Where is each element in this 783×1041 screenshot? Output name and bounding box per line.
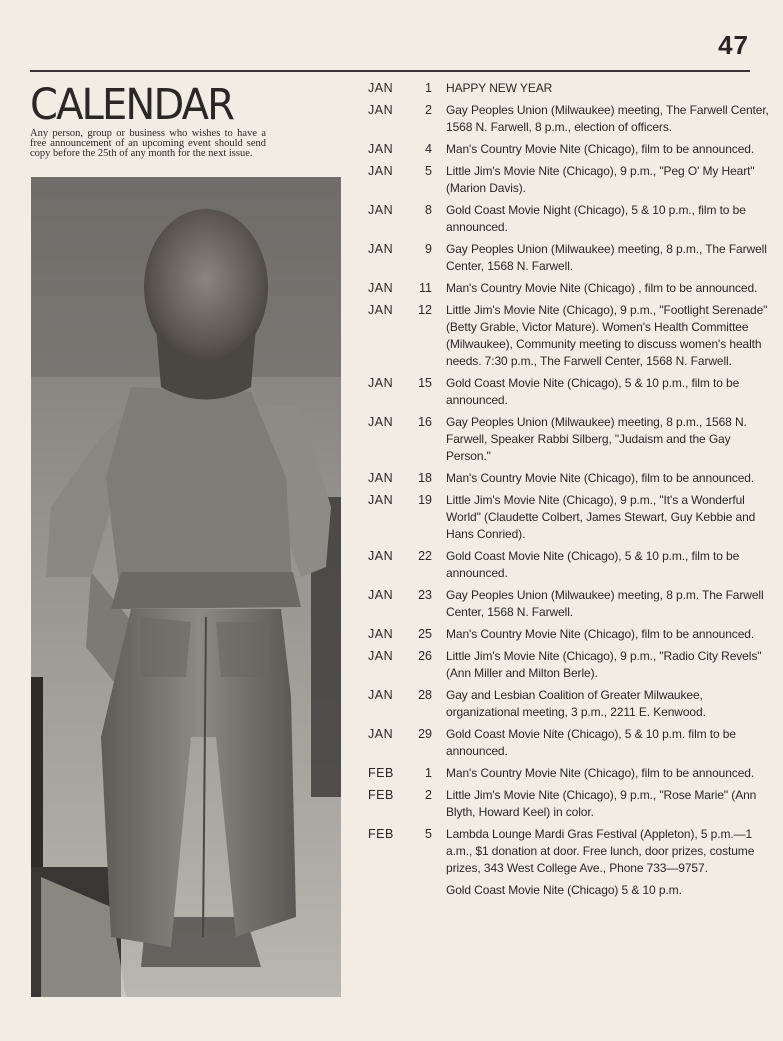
- event-row: [346, 163, 766, 197]
- event-date: [346, 826, 432, 843]
- event-month: JAN: [368, 281, 394, 295]
- event-month: JAN: [368, 376, 394, 390]
- event-day: 28: [418, 688, 432, 702]
- event-description: Little Jim's Movie Nite (Chicago), 9 p.m., "Peg O' My Heart" (Marion Davis).: [446, 164, 755, 195]
- event-day: 22: [418, 549, 432, 563]
- event-date: [346, 470, 432, 487]
- event-month: FEB: [368, 788, 394, 802]
- event-day: 8: [425, 203, 432, 217]
- event-row: [346, 765, 766, 782]
- event-row: [346, 548, 766, 582]
- event-row: [346, 241, 766, 275]
- event-row: [346, 80, 766, 97]
- event-month: JAN: [368, 588, 394, 602]
- event-date: [346, 302, 432, 319]
- event-row-continuation: [346, 882, 766, 899]
- header-rule: [30, 70, 750, 72]
- event-day: 4: [425, 142, 432, 156]
- event-description: Gold Coast Movie Nite (Chicago) 5 & 10 p.m.: [446, 883, 682, 897]
- event-date: [346, 163, 432, 180]
- event-row: [346, 787, 766, 821]
- event-month: JAN: [368, 688, 394, 702]
- event-month: JAN: [368, 303, 394, 317]
- event-month: JAN: [368, 103, 394, 117]
- calendar-intro: Any person, group or business who wishes to have a free announcement of an upcoming event should send copy before the 25th of any month for the next issue.: [30, 128, 266, 159]
- event-day: 11: [419, 281, 432, 295]
- calendar-title: CALENDAR: [30, 80, 234, 130]
- event-month: JAN: [368, 471, 394, 485]
- event-date: [346, 414, 432, 431]
- event-list: [346, 80, 769, 904]
- event-description: Little Jim's Movie Nite (Chicago), 9 p.m., "It's a Wonderful World" (Claudette Colbert, James Stewart, Guy Kebbie and Hans Conried).: [446, 493, 756, 541]
- event-month: FEB: [368, 827, 394, 841]
- event-day: 25: [418, 627, 432, 641]
- event-description: Little Jim's Movie Nite (Chicago), 9 p.m., "Rose Marie" (Ann Blyth, Howard Keel) in color.: [446, 788, 757, 819]
- event-day: 16: [418, 415, 432, 429]
- event-description: Man's Country Movie Nite (Chicago) , film to be announced.: [446, 281, 758, 295]
- event-date: [346, 648, 432, 665]
- event-date: [346, 241, 432, 258]
- event-day: 5: [425, 164, 432, 178]
- event-description: Gold Coast Movie Nite (Chicago), 5 & 10 p.m., film to be announced.: [446, 549, 740, 580]
- event-date: [346, 375, 432, 392]
- event-date: [346, 626, 432, 643]
- event-description: Man's Country Movie Nite (Chicago), film to be announced.: [446, 627, 755, 641]
- event-description: Gold Coast Movie Nite (Chicago), 5 & 10 p.m., film to be announced.: [446, 376, 740, 407]
- event-row: [346, 626, 766, 643]
- event-description: Lambda Lounge Mardi Gras Festival (Appleton), 5 p.m.—1 a.m., $1 donation at door. Free lunch, door prizes, costume prizes, 343 West College Ave., Phone 733—9757.: [446, 827, 755, 875]
- event-day: 1: [425, 766, 432, 780]
- event-description: Little Jim's Movie Nite (Chicago), 9 p.m., "Footlight Serenade" (Betty Grable, Victor Mature). Women's Health Committee (Milwaukee), Community meeting to discuss women's health needs. 7:30 p.m., The Farwell Center, 1568 N. Farwell.: [446, 303, 768, 368]
- event-day: 1: [425, 81, 432, 95]
- event-row: [346, 141, 766, 158]
- event-day: 2: [425, 788, 432, 802]
- event-month: JAN: [368, 649, 394, 663]
- event-date: [346, 548, 432, 565]
- event-row: [346, 102, 769, 136]
- event-description: Gay Peoples Union (Milwaukee) meeting, The Farwell Center, 1568 N. Farwell, 8 p.m., election of officers.: [446, 103, 769, 134]
- event-row: [346, 414, 766, 465]
- event-row: [346, 826, 766, 877]
- event-row: [346, 587, 766, 621]
- event-month: JAN: [368, 627, 394, 641]
- event-day: 9: [425, 242, 432, 256]
- event-row: [346, 687, 766, 721]
- event-day: 26: [418, 649, 432, 663]
- event-row: [346, 202, 766, 236]
- event-description: Gold Coast Movie Night (Chicago), 5 & 10 p.m., film to be announced.: [446, 203, 746, 234]
- event-date: [346, 202, 432, 219]
- event-description: Gold Coast Movie Nite (Chicago), 5 & 10 p.m. film to be announced.: [446, 727, 736, 758]
- event-date: [346, 141, 432, 158]
- event-month: JAN: [368, 142, 394, 156]
- event-day: 5: [425, 827, 432, 841]
- event-month: JAN: [368, 242, 394, 256]
- event-month: JAN: [368, 203, 394, 217]
- event-row: [346, 726, 766, 760]
- event-month: JAN: [368, 493, 394, 507]
- photo-person-from-behind: [31, 177, 341, 997]
- event-description: HAPPY NEW YEAR: [446, 81, 553, 95]
- event-description: Gay and Lesbian Coalition of Greater Milwaukee, organizational meeting, 3 p.m., 2211 E. Kenwood.: [446, 688, 706, 719]
- event-row: [346, 302, 766, 370]
- event-description: Man's Country Movie Nite (Chicago), film to be announced.: [446, 471, 755, 485]
- event-description: Man's Country Movie Nite (Chicago), film to be announced.: [446, 142, 755, 156]
- event-date: [346, 587, 432, 604]
- event-date: [346, 765, 432, 782]
- event-day: 18: [418, 471, 432, 485]
- event-day: 29: [418, 727, 432, 741]
- event-day: 2: [425, 103, 432, 117]
- photo-illustration: [31, 177, 341, 997]
- page-number: 47: [718, 30, 749, 60]
- event-month: JAN: [368, 81, 394, 95]
- event-month: FEB: [368, 766, 394, 780]
- event-description: Gay Peoples Union (Milwaukee) meeting, 8 p.m., 1568 N. Farwell, Speaker Rabbi Silberg, "Judaism and the Gay Person.": [446, 415, 747, 463]
- event-description: Little Jim's Movie Nite (Chicago), 9 p.m., "Radio City Revels" (Ann Miller and Milton Berle).: [446, 649, 762, 680]
- event-day: 15: [418, 376, 432, 390]
- event-date: [346, 280, 432, 297]
- event-row: [346, 470, 766, 487]
- event-date: [346, 102, 432, 119]
- event-date: [346, 80, 432, 97]
- event-date: [346, 726, 432, 743]
- event-date: [346, 687, 432, 704]
- event-day: 19: [418, 493, 432, 507]
- event-row: [346, 280, 766, 297]
- event-row: [346, 375, 766, 409]
- event-row: [346, 648, 766, 682]
- event-description: Gay Peoples Union (Milwaukee) meeting, 8 p.m., The Farwell Center, 1568 N. Farwell.: [446, 242, 767, 273]
- event-description: Gay Peoples Union (Milwaukee) meeting, 8 p.m. The Farwell Center, 1568 N. Farwell.: [446, 588, 764, 619]
- event-month: JAN: [368, 727, 394, 741]
- event-month: JAN: [368, 164, 394, 178]
- event-description: Man's Country Movie Nite (Chicago), film to be announced.: [446, 766, 755, 780]
- event-day: 12: [418, 303, 432, 317]
- event-date: [346, 787, 432, 804]
- event-row: [346, 492, 766, 543]
- event-month: JAN: [368, 549, 394, 563]
- event-day: 23: [418, 588, 432, 602]
- event-month: JAN: [368, 415, 394, 429]
- event-date: [346, 492, 432, 509]
